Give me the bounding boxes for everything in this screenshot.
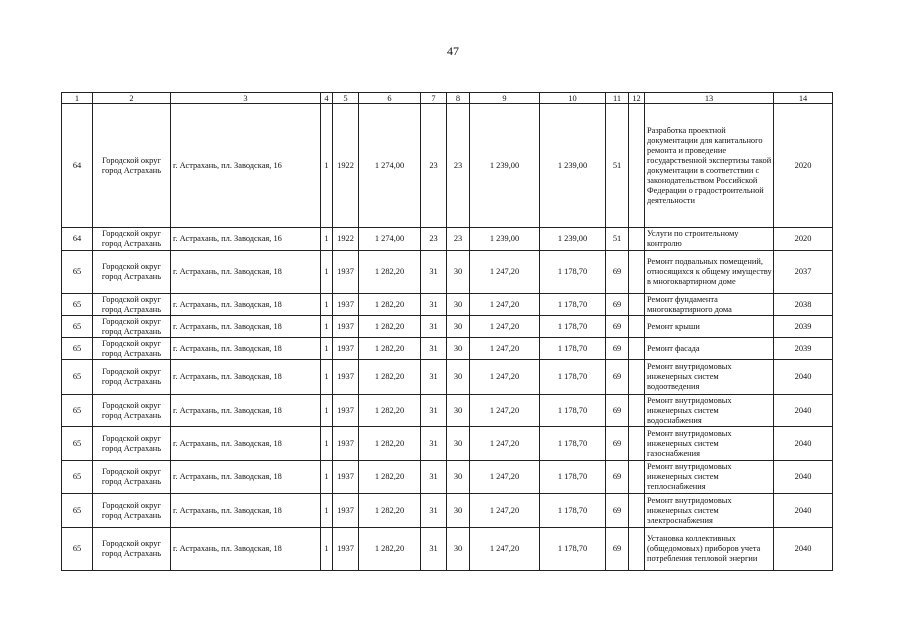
- planned-year-cell: 2039: [774, 316, 833, 338]
- address-cell: г. Астрахань, пл. Заводская, 18: [171, 251, 321, 294]
- col-4-cell: 1: [321, 494, 333, 528]
- col-11-cell: 69: [606, 338, 629, 360]
- col-7-cell: 31: [421, 395, 447, 427]
- col-12-cell: [629, 294, 645, 316]
- col-4-cell: 1: [321, 316, 333, 338]
- municipality-cell: Городской округ город Астрахань: [93, 360, 171, 395]
- column-header: 4: [321, 93, 333, 104]
- work-type-cell: Ремонт подвальных помещений, относящихся к общему имуществу в многоквартирном доме: [645, 251, 774, 294]
- total-area-cell: 1 282,20: [359, 294, 421, 316]
- col-9-cell: 1 247,20: [470, 251, 540, 294]
- col-12-cell: [629, 461, 645, 494]
- year-built-cell: 1937: [333, 528, 359, 571]
- row-number-cell: 65: [62, 360, 93, 395]
- col-7-cell: 31: [421, 494, 447, 528]
- column-header: 6: [359, 93, 421, 104]
- municipality-cell: Городской округ город Астрахань: [93, 294, 171, 316]
- col-8-cell: 30: [447, 251, 470, 294]
- planned-year-cell: 2020: [774, 228, 833, 251]
- col-7-cell: 31: [421, 316, 447, 338]
- planned-year-cell: 2040: [774, 461, 833, 494]
- address-cell: г. Астрахань, пл. Заводская, 18: [171, 294, 321, 316]
- col-11-cell: 51: [606, 104, 629, 228]
- col-10-cell: 1 178,70: [540, 528, 606, 571]
- row-number-cell: 65: [62, 294, 93, 316]
- address-cell: г. Астрахань, пл. Заводская, 18: [171, 316, 321, 338]
- col-9-cell: 1 247,20: [470, 360, 540, 395]
- year-built-cell: 1937: [333, 360, 359, 395]
- col-10-cell: 1 178,70: [540, 338, 606, 360]
- col-12-cell: [629, 395, 645, 427]
- table-row: [62, 294, 833, 316]
- col-10-cell: 1 178,70: [540, 316, 606, 338]
- col-10-cell: 1 178,70: [540, 461, 606, 494]
- year-built-cell: 1937: [333, 338, 359, 360]
- planned-year-cell: 2039: [774, 338, 833, 360]
- work-type-cell: Ремонт фундамента многоквартирного дома: [645, 294, 774, 316]
- total-area-cell: 1 282,20: [359, 461, 421, 494]
- column-header: 2: [93, 93, 171, 104]
- column-header: 14: [774, 93, 833, 104]
- total-area-cell: 1 282,20: [359, 251, 421, 294]
- col-9-cell: 1 247,20: [470, 427, 540, 461]
- col-8-cell: 30: [447, 316, 470, 338]
- table-row: [62, 104, 833, 228]
- address-cell: г. Астрахань, пл. Заводская, 16: [171, 228, 321, 251]
- address-cell: г. Астрахань, пл. Заводская, 18: [171, 360, 321, 395]
- col-8-cell: 23: [447, 228, 470, 251]
- col-10-cell: 1 239,00: [540, 104, 606, 228]
- column-header: 7: [421, 93, 447, 104]
- work-type-cell: Услуги по строительному контролю: [645, 228, 774, 251]
- col-10-cell: 1 178,70: [540, 395, 606, 427]
- address-cell: г. Астрахань, пл. Заводская, 16: [171, 104, 321, 228]
- col-8-cell: 23: [447, 104, 470, 228]
- year-built-cell: 1922: [333, 228, 359, 251]
- planned-year-cell: 2040: [774, 427, 833, 461]
- column-header: 10: [540, 93, 606, 104]
- col-12-cell: [629, 316, 645, 338]
- address-cell: г. Астрахань, пл. Заводская, 18: [171, 494, 321, 528]
- table-row: [62, 395, 833, 427]
- planned-year-cell: 2040: [774, 395, 833, 427]
- col-12-cell: [629, 228, 645, 251]
- table-row: [62, 228, 833, 251]
- row-number-cell: 65: [62, 461, 93, 494]
- col-7-cell: 31: [421, 461, 447, 494]
- col-7-cell: 31: [421, 427, 447, 461]
- col-7-cell: 31: [421, 251, 447, 294]
- col-7-cell: 23: [421, 228, 447, 251]
- total-area-cell: 1 274,00: [359, 104, 421, 228]
- work-type-cell: Установка коллективных (общедомовых) приборов учета потребления тепловой энергии: [645, 528, 774, 571]
- table-body: [62, 93, 833, 571]
- row-number-cell: 64: [62, 104, 93, 228]
- municipality-cell: Городской округ город Астрахань: [93, 427, 171, 461]
- col-4-cell: 1: [321, 427, 333, 461]
- col-11-cell: 69: [606, 294, 629, 316]
- col-4-cell: 1: [321, 104, 333, 228]
- col-11-cell: 69: [606, 251, 629, 294]
- address-cell: г. Астрахань, пл. Заводская, 18: [171, 528, 321, 571]
- col-4-cell: 1: [321, 528, 333, 571]
- col-4-cell: 1: [321, 461, 333, 494]
- row-number-cell: 65: [62, 395, 93, 427]
- year-built-cell: 1937: [333, 427, 359, 461]
- row-number-cell: 65: [62, 251, 93, 294]
- column-header: 1: [62, 93, 93, 104]
- column-header: 9: [470, 93, 540, 104]
- col-4-cell: 1: [321, 395, 333, 427]
- col-10-cell: 1 178,70: [540, 294, 606, 316]
- register-table: [61, 92, 833, 571]
- municipality-cell: Городской округ город Астрахань: [93, 228, 171, 251]
- page-number: 47: [447, 44, 459, 58]
- col-11-cell: 69: [606, 494, 629, 528]
- total-area-cell: 1 282,20: [359, 316, 421, 338]
- planned-year-cell: 2038: [774, 294, 833, 316]
- row-number-cell: 64: [62, 228, 93, 251]
- municipality-cell: Городской округ город Астрахань: [93, 104, 171, 228]
- total-area-cell: 1 282,20: [359, 360, 421, 395]
- col-9-cell: 1 247,20: [470, 338, 540, 360]
- work-type-cell: Ремонт фасада: [645, 338, 774, 360]
- col-11-cell: 69: [606, 427, 629, 461]
- col-12-cell: [629, 251, 645, 294]
- col-9-cell: 1 239,00: [470, 104, 540, 228]
- total-area-cell: 1 282,20: [359, 395, 421, 427]
- col-12-cell: [629, 528, 645, 571]
- column-header: 13: [645, 93, 774, 104]
- work-type-cell: Ремонт внутридомовых инженерных систем водоснабжения: [645, 395, 774, 427]
- col-12-cell: [629, 494, 645, 528]
- col-7-cell: 31: [421, 294, 447, 316]
- col-10-cell: 1 178,70: [540, 427, 606, 461]
- table-row: [62, 360, 833, 395]
- work-type-cell: Ремонт внутридомовых инженерных систем теплоснабжения: [645, 461, 774, 494]
- work-type-cell: Ремонт внутридомовых инженерных систем газоснабжения: [645, 427, 774, 461]
- col-9-cell: 1 247,20: [470, 528, 540, 571]
- col-9-cell: 1 247,20: [470, 461, 540, 494]
- col-8-cell: 30: [447, 395, 470, 427]
- col-4-cell: 1: [321, 294, 333, 316]
- work-type-cell: Ремонт внутридомовых инженерных систем электроснабжения: [645, 494, 774, 528]
- col-11-cell: 69: [606, 395, 629, 427]
- col-4-cell: 1: [321, 360, 333, 395]
- row-number-cell: 65: [62, 338, 93, 360]
- planned-year-cell: 2040: [774, 528, 833, 571]
- table-row: [62, 494, 833, 528]
- col-9-cell: 1 247,20: [470, 294, 540, 316]
- total-area-cell: 1 282,20: [359, 338, 421, 360]
- year-built-cell: 1937: [333, 251, 359, 294]
- col-9-cell: 1 239,00: [470, 228, 540, 251]
- col-10-cell: 1 178,70: [540, 360, 606, 395]
- work-type-cell: Разработка проектной документации для капитального ремонта и проведение государственной экспертизы такой документации в соответствии с законодательством Российской Федерации о градостроительной деятельности: [645, 104, 774, 228]
- row-number-cell: 65: [62, 316, 93, 338]
- col-8-cell: 30: [447, 427, 470, 461]
- col-10-cell: 1 178,70: [540, 251, 606, 294]
- planned-year-cell: 2040: [774, 360, 833, 395]
- column-header: 3: [171, 93, 321, 104]
- col-7-cell: 23: [421, 104, 447, 228]
- year-built-cell: 1937: [333, 494, 359, 528]
- col-12-cell: [629, 338, 645, 360]
- row-number-cell: 65: [62, 494, 93, 528]
- col-8-cell: 30: [447, 338, 470, 360]
- total-area-cell: 1 274,00: [359, 228, 421, 251]
- work-type-cell: Ремонт крыши: [645, 316, 774, 338]
- table-row: [62, 251, 833, 294]
- total-area-cell: 1 282,20: [359, 427, 421, 461]
- col-8-cell: 30: [447, 294, 470, 316]
- column-header: 11: [606, 93, 629, 104]
- col-12-cell: [629, 360, 645, 395]
- table-row: [62, 528, 833, 571]
- col-11-cell: 69: [606, 316, 629, 338]
- header-row: [62, 93, 833, 104]
- col-9-cell: 1 247,20: [470, 494, 540, 528]
- col-8-cell: 30: [447, 461, 470, 494]
- municipality-cell: Городской округ город Астрахань: [93, 251, 171, 294]
- col-11-cell: 69: [606, 528, 629, 571]
- planned-year-cell: 2040: [774, 494, 833, 528]
- municipality-cell: Городской округ город Астрахань: [93, 338, 171, 360]
- col-8-cell: 30: [447, 494, 470, 528]
- year-built-cell: 1937: [333, 395, 359, 427]
- municipality-cell: Городской округ город Астрахань: [93, 316, 171, 338]
- col-7-cell: 31: [421, 360, 447, 395]
- planned-year-cell: 2037: [774, 251, 833, 294]
- total-area-cell: 1 282,20: [359, 528, 421, 571]
- col-8-cell: 30: [447, 360, 470, 395]
- col-10-cell: 1 239,00: [540, 228, 606, 251]
- row-number-cell: 65: [62, 528, 93, 571]
- column-header: 12: [629, 93, 645, 104]
- municipality-cell: Городской округ город Астрахань: [93, 395, 171, 427]
- col-9-cell: 1 247,20: [470, 316, 540, 338]
- col-12-cell: [629, 427, 645, 461]
- municipality-cell: Городской округ город Астрахань: [93, 494, 171, 528]
- col-7-cell: 31: [421, 338, 447, 360]
- col-10-cell: 1 178,70: [540, 494, 606, 528]
- year-built-cell: 1937: [333, 294, 359, 316]
- work-type-cell: Ремонт внутридомовых инженерных систем водоотведения: [645, 360, 774, 395]
- planned-year-cell: 2020: [774, 104, 833, 228]
- municipality-cell: Городской округ город Астрахань: [93, 528, 171, 571]
- address-cell: г. Астрахань, пл. Заводская, 18: [171, 461, 321, 494]
- year-built-cell: 1937: [333, 461, 359, 494]
- column-header: 8: [447, 93, 470, 104]
- address-cell: г. Астрахань, пл. Заводская, 18: [171, 338, 321, 360]
- col-11-cell: 69: [606, 360, 629, 395]
- col-4-cell: 1: [321, 251, 333, 294]
- municipality-cell: Городской округ город Астрахань: [93, 461, 171, 494]
- col-4-cell: 1: [321, 228, 333, 251]
- column-header: 5: [333, 93, 359, 104]
- table-row: [62, 461, 833, 494]
- table-row: [62, 316, 833, 338]
- col-11-cell: 51: [606, 228, 629, 251]
- col-12-cell: [629, 104, 645, 228]
- address-cell: г. Астрахань, пл. Заводская, 18: [171, 427, 321, 461]
- col-9-cell: 1 247,20: [470, 395, 540, 427]
- col-4-cell: 1: [321, 338, 333, 360]
- row-number-cell: 65: [62, 427, 93, 461]
- col-11-cell: 69: [606, 461, 629, 494]
- table-row: [62, 338, 833, 360]
- table-row: [62, 427, 833, 461]
- total-area-cell: 1 282,20: [359, 494, 421, 528]
- col-7-cell: 31: [421, 528, 447, 571]
- year-built-cell: 1937: [333, 316, 359, 338]
- address-cell: г. Астрахань, пл. Заводская, 18: [171, 395, 321, 427]
- col-8-cell: 30: [447, 528, 470, 571]
- year-built-cell: 1922: [333, 104, 359, 228]
